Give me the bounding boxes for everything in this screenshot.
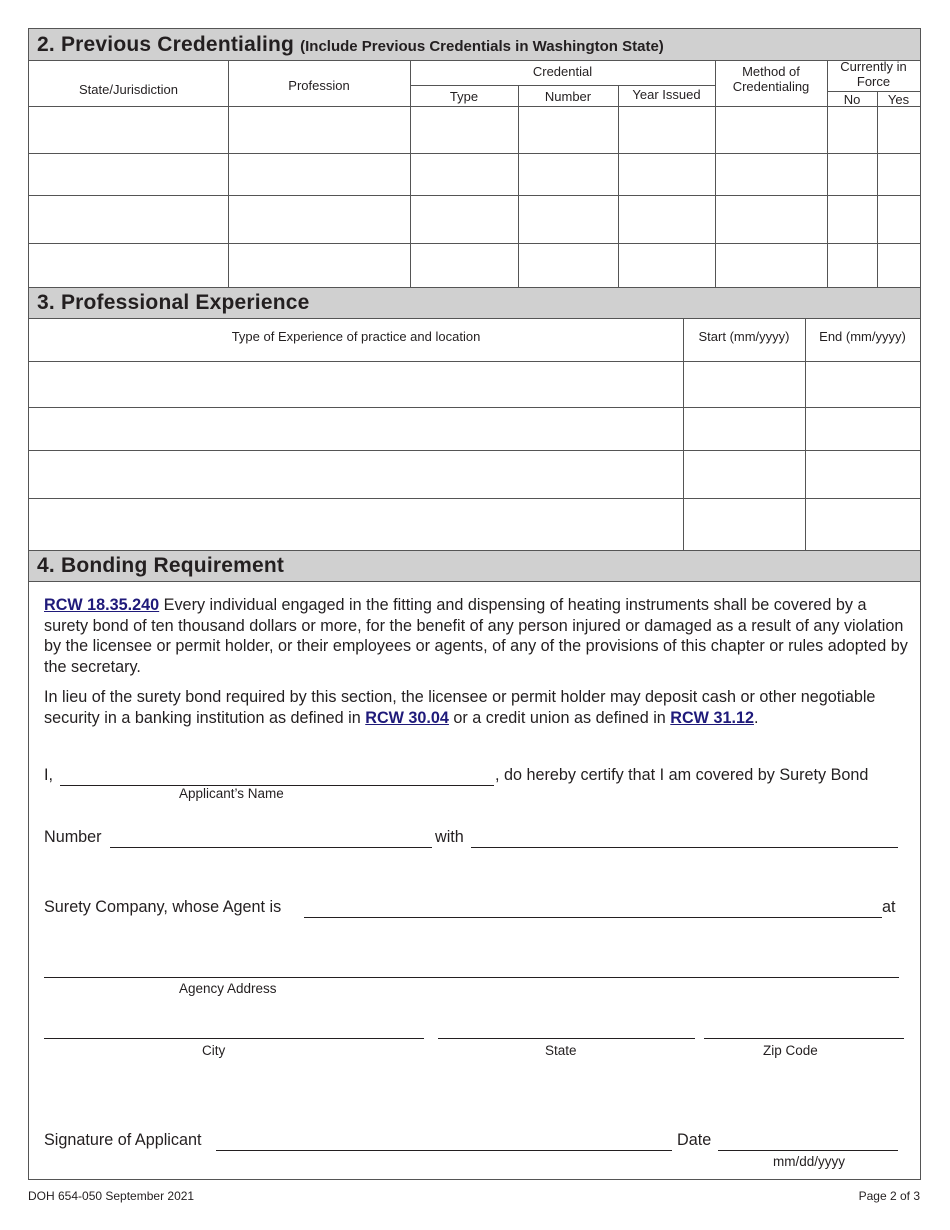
- bond-number-field[interactable]: [110, 847, 432, 848]
- experience-row-3[interactable]: [29, 451, 920, 498]
- state-field[interactable]: [438, 1038, 695, 1039]
- header-start: Start (mm/yyyy): [698, 329, 790, 344]
- applicant-name-label: Applicant’s Name: [179, 786, 284, 801]
- experience-row-2[interactable]: [29, 408, 920, 450]
- cert-i-label: I,: [44, 766, 53, 784]
- rcw-31-12-link[interactable]: RCW 31.12: [670, 708, 754, 727]
- header-profession: Profession: [288, 78, 350, 93]
- section-4-title: 4. Bonding Requirement: [37, 554, 285, 577]
- with-label: with: [435, 828, 464, 846]
- header-no: No: [843, 92, 861, 107]
- rcw-18-35-240-link[interactable]: RCW 18.35.240: [44, 596, 160, 614]
- date-format-hint: mm/dd/yyyy: [773, 1154, 846, 1169]
- surety-agent-label: Surety Company, whose Agent is: [44, 898, 282, 916]
- city-label: City: [202, 1043, 226, 1058]
- credential-row-3[interactable]: [29, 196, 920, 243]
- experience-row-1[interactable]: [29, 362, 920, 407]
- header-end: End (mm/yyyy): [819, 329, 906, 344]
- bonding-paragraph-1: RCW 18.35.240 Every individual engaged in the fitting and dispensing of heating instruments shall be covered by a surety bond of ten thousand dollars or more, for the benefit of any person injured or damaged as a result of any violation by the licensee or permit holder, or their employees or agents, of any of the provisions of this chapter or rules adopted by the secretary.: [44, 596, 908, 676]
- section-3-title: 3. Professional Experience: [37, 291, 310, 314]
- bonding-text: [44, 595, 909, 738]
- header-yes: Yes: [887, 92, 910, 107]
- date-field[interactable]: [718, 1150, 898, 1151]
- section-3-header: [29, 287, 920, 319]
- credential-row-2[interactable]: [29, 154, 920, 195]
- agency-address-field[interactable]: [44, 977, 899, 978]
- header-number: Number: [544, 89, 592, 104]
- header-method-of-credentialing: Method of Credentialing: [732, 64, 810, 94]
- state-label: State: [545, 1043, 577, 1058]
- header-type: Type: [449, 89, 479, 104]
- agent-name-field[interactable]: [304, 917, 882, 918]
- bonding-paragraph-2: In lieu of the surety bond required by this section, the licensee or permit holder may deposit cash or other negotiable security in a banking institution as defined in RCW 30.04 or a credit union as defined in RCW 31.12.: [44, 688, 876, 727]
- page-number: Page 2 of 3: [858, 1189, 920, 1203]
- at-label: at: [882, 898, 896, 916]
- rcw-30-04-link[interactable]: RCW 30.04: [365, 708, 449, 727]
- signature-label: Signature of Applicant: [44, 1131, 202, 1149]
- section-4-header: [29, 550, 920, 582]
- signature-field[interactable]: [216, 1150, 672, 1151]
- section-2-header: [29, 29, 920, 61]
- cert-statement: , do hereby certify that I am covered by Surety Bond: [495, 766, 869, 784]
- zip-code-label: Zip Code: [763, 1043, 818, 1058]
- credential-row-4[interactable]: [29, 244, 920, 287]
- surety-company-field[interactable]: [471, 847, 898, 848]
- form-id: DOH 654-050 September 2021: [28, 1189, 195, 1203]
- header-currently-in-force: Currently in Force: [840, 59, 907, 89]
- form-frame: [28, 28, 921, 1180]
- header-type-of-experience: Type of Experience of practice and location: [231, 329, 481, 344]
- credential-row-1[interactable]: [29, 107, 920, 153]
- agency-address-label: Agency Address: [179, 981, 277, 996]
- section-2-subtitle: (Include Previous Credentials in Washington State): [300, 38, 664, 55]
- bond-number-label: Number: [44, 828, 102, 846]
- city-field[interactable]: [44, 1038, 424, 1039]
- experience-row-4[interactable]: [29, 499, 920, 550]
- section-2-title: 2. Previous Credentialing (Include Previous Credentials in Washington State): [37, 33, 664, 56]
- header-state-jurisdiction: State/Jurisdiction: [79, 82, 178, 97]
- header-credential: Credential: [532, 64, 593, 79]
- header-year-issued: Year Issued: [632, 87, 701, 102]
- zip-code-field[interactable]: [704, 1038, 904, 1039]
- date-label: Date: [677, 1131, 712, 1149]
